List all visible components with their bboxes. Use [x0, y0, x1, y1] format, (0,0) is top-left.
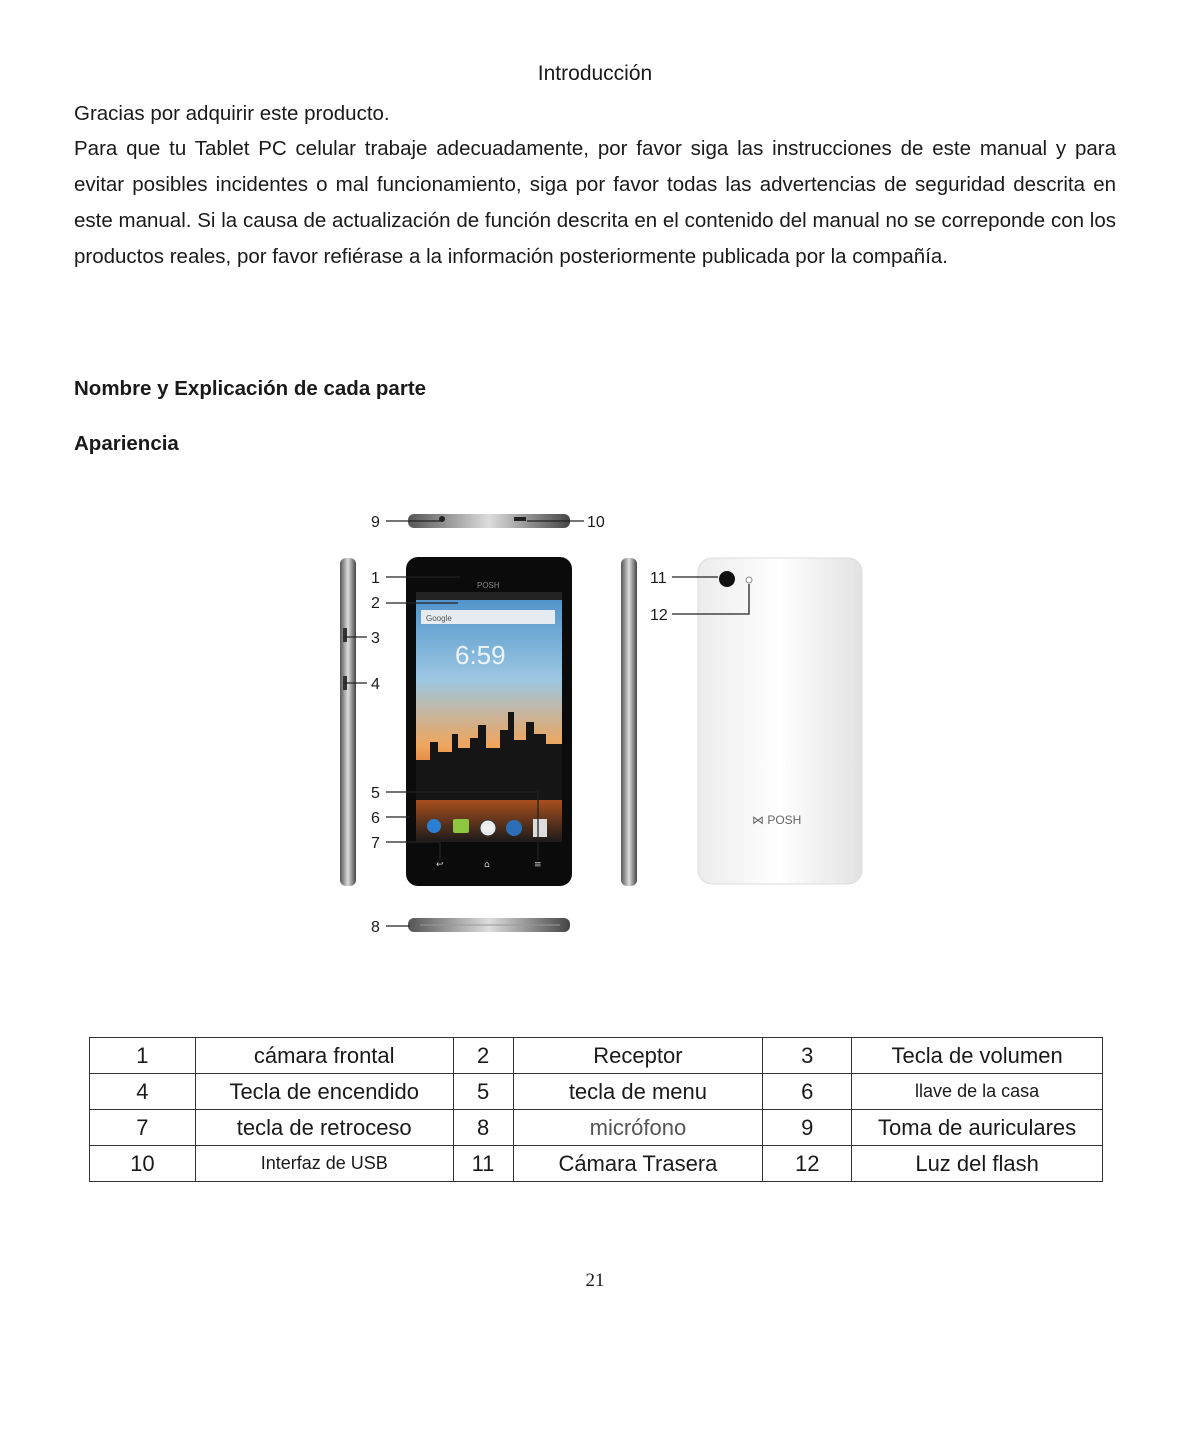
apps-drawer-icon — [480, 820, 496, 836]
callout-12: 12 — [650, 607, 668, 624]
menu-key-icon: ≡ — [534, 860, 542, 870]
back-key-icon: ↩ — [436, 860, 444, 870]
part-name: tecla de retroceso — [195, 1110, 453, 1146]
page-number: 21 — [585, 1270, 605, 1291]
part-number: 8 — [453, 1110, 513, 1146]
callout-2: 2 — [371, 595, 380, 612]
part-name: Luz del flash — [852, 1146, 1103, 1182]
intro-paragraph: Para que tu Tablet PC celular trabaje adecuadamente, por favor siga las instrucciones de este manual y para evitar posibles incidentes o mal funcionamiento, siga por favor todas las advertencias de seguridad descrita en este manual. Si la causa de actualización de función descrita en el contenido del manual no se correponde con los productos reales, por favor refiérase a la información posteriormente publicada por la compañía. — [74, 137, 1116, 268]
camera-app-icon — [533, 819, 547, 837]
callout-7: 7 — [371, 835, 380, 852]
part-number: 12 — [763, 1146, 852, 1182]
part-name: llave de la casa — [852, 1074, 1103, 1110]
table-row — [90, 1074, 1103, 1110]
phone-right-side — [621, 558, 637, 886]
part-name: Cámara Trasera — [513, 1146, 763, 1182]
callout-6: 6 — [371, 810, 380, 827]
flash-light — [746, 577, 752, 583]
back-brand-logo: ⋈ POSH — [752, 813, 802, 827]
part-number: 11 — [453, 1146, 513, 1182]
callout-10: 10 — [587, 514, 605, 531]
part-number: 6 — [763, 1074, 852, 1110]
table-row — [90, 1038, 1103, 1074]
phone-back — [698, 558, 862, 884]
clock-text: 6:59 — [455, 640, 506, 670]
part-name: Toma de auriculares — [852, 1110, 1103, 1146]
callout-5: 5 — [371, 785, 380, 802]
part-name: Tecla de volumen — [852, 1038, 1103, 1074]
browser-app-icon — [506, 820, 522, 836]
parts-table — [89, 1037, 1103, 1182]
messages-app-icon — [453, 819, 469, 833]
page-title: Introducción — [537, 62, 653, 85]
home-key-icon: ⌂ — [484, 860, 490, 870]
part-name: Receptor — [513, 1038, 763, 1074]
part-number: 10 — [90, 1146, 196, 1182]
usb-port — [514, 517, 526, 521]
part-name: cámara frontal — [195, 1038, 453, 1074]
part-number: 7 — [90, 1110, 196, 1146]
callout-11: 11 — [650, 570, 667, 587]
part-number: 2 — [453, 1038, 513, 1074]
table-row — [90, 1110, 1103, 1146]
part-number: 3 — [763, 1038, 852, 1074]
intro-thanks: Gracias por adquirir este producto. — [74, 102, 390, 125]
callout-3: 3 — [371, 630, 380, 647]
subsection-heading: Apariencia — [74, 432, 179, 455]
phone-front — [406, 557, 572, 886]
rear-camera — [719, 571, 735, 587]
phone-app-icon — [427, 819, 441, 833]
section-heading: Nombre y Explicación de cada parte — [74, 377, 427, 400]
part-name: micrófono — [513, 1110, 763, 1146]
callout-1: 1 — [371, 570, 380, 587]
part-number: 4 — [90, 1074, 196, 1110]
phone-left-side — [340, 558, 356, 886]
table-row — [90, 1146, 1103, 1182]
search-label: Google — [426, 614, 452, 623]
callout-8: 8 — [371, 919, 380, 936]
part-name: Interfaz de USB — [195, 1146, 453, 1182]
part-number: 1 — [90, 1038, 196, 1074]
phone-bottom-edge — [408, 918, 570, 932]
front-brand-logo: POSH — [477, 581, 500, 590]
part-number: 5 — [453, 1074, 513, 1110]
callout-4: 4 — [371, 676, 380, 693]
part-number: 9 — [763, 1110, 852, 1146]
callout-9: 9 — [371, 514, 380, 531]
part-name: tecla de menu — [513, 1074, 763, 1110]
part-name: Tecla de encendido — [195, 1074, 453, 1110]
